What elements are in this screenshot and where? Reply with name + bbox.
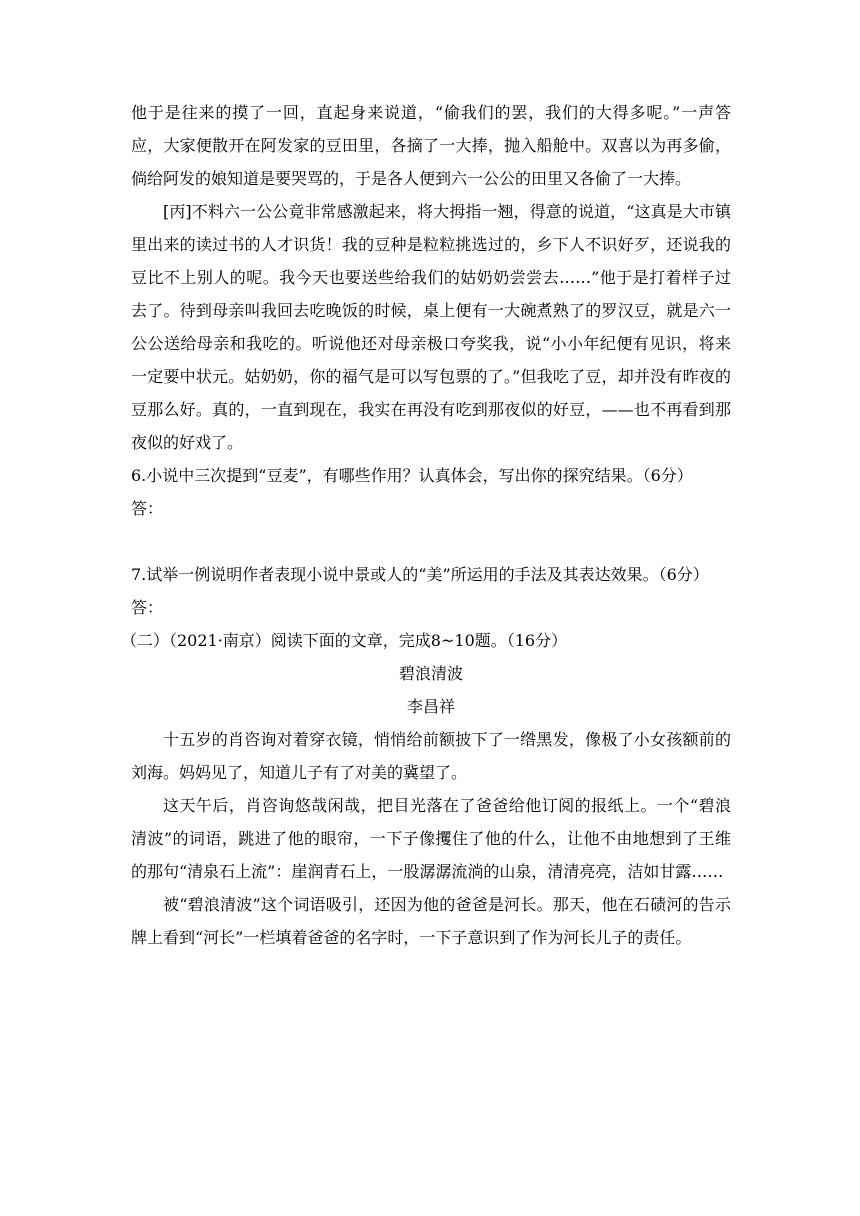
article-paragraph: 十五岁的肖咨询对着穿衣镜，悄悄给前额披下了一绺黑发，像极了小女孩额前的刘海。妈妈见了，知道儿子有了对美的冀望了。 <box>131 730 731 782</box>
paragraph-1: 他于是往来的摸了一回，直起身来说道，“偷我们的罢，我们的大得多呢。”一声答应，大家便散开在阿发家的豆田里，各摘了一大捧，抛入船舱中。双喜以为再多偷，倘给阿发的娘知道是要哭骂的，于是各人便到六一公公的田里又各偷了一大捧。 <box>131 103 731 188</box>
paragraph-2: [丙]不料六一公公竟非常感激起来，将大拇指一翘，得意的说道，“这真是大市镇里出来的读过书的人才识货！我的豆种是粒粒挑选过的，乡下人不识好歹，还说我的豆比不上别人的呢。我今天也要送些给我们的姑奶奶尝尝去……”他于是打着样子过去了。待到母亲叫我回去吃晚饭的时候，桌上便有一大碗煮熟了的罗汉豆，就是六一公公送给母亲和我吃的。听说他还对母亲极口夸奖我，说“小小年纪便有见识，将来一定要中状元。姑奶奶，你的福气是可以写包票的了。”但我吃了豆，却并没有昨夜的豆那么好。真的，一直到现在，我实在再没有吃到那夜似的好豆，——也不再看到那夜似的好戏了。 <box>131 202 731 452</box>
question-7-answer: 答： <box>131 598 164 617</box>
section-heading: （二）（2021·南京）阅读下面的文章，完成8~10题。（16分） <box>121 631 568 650</box>
article-title: 碧浪清波 <box>398 664 463 683</box>
article-paragraph: 这天午后，肖咨询悠哉闲哉，把目光落在了爸爸给他订阅的报纸上。一个“碧浪清波”的词语，跳进了他的眼帘，一下子像攫住了他的什么，让他不由地想到了王维的那句“清泉石上流”：崖润青石上，一股潺潺流淌的山泉，清清亮亮，洁如甘露…… <box>131 796 731 881</box>
document-page <box>121 96 731 954</box>
answer-space <box>131 525 731 558</box>
question-6-answer: 答： <box>131 499 164 518</box>
question-7: 7.试举一例说明作者表现小说中景或人的“美”所运用的手法及其表达效果。（6分） <box>131 565 709 584</box>
article-author: 李昌祥 <box>406 697 455 716</box>
article-paragraph: 被“碧浪清波”这个词语吸引，还因为他的爸爸是河长。那天，他在石碛河的告示牌上看到“河长”一栏填着爸爸的名字时，一下子意识到了作为河长儿子的责任。 <box>131 895 731 947</box>
question-6: 6.小说中三次提到“豆麦”，有哪些作用？认真体会，写出你的探究结果。（6分） <box>131 466 693 485</box>
